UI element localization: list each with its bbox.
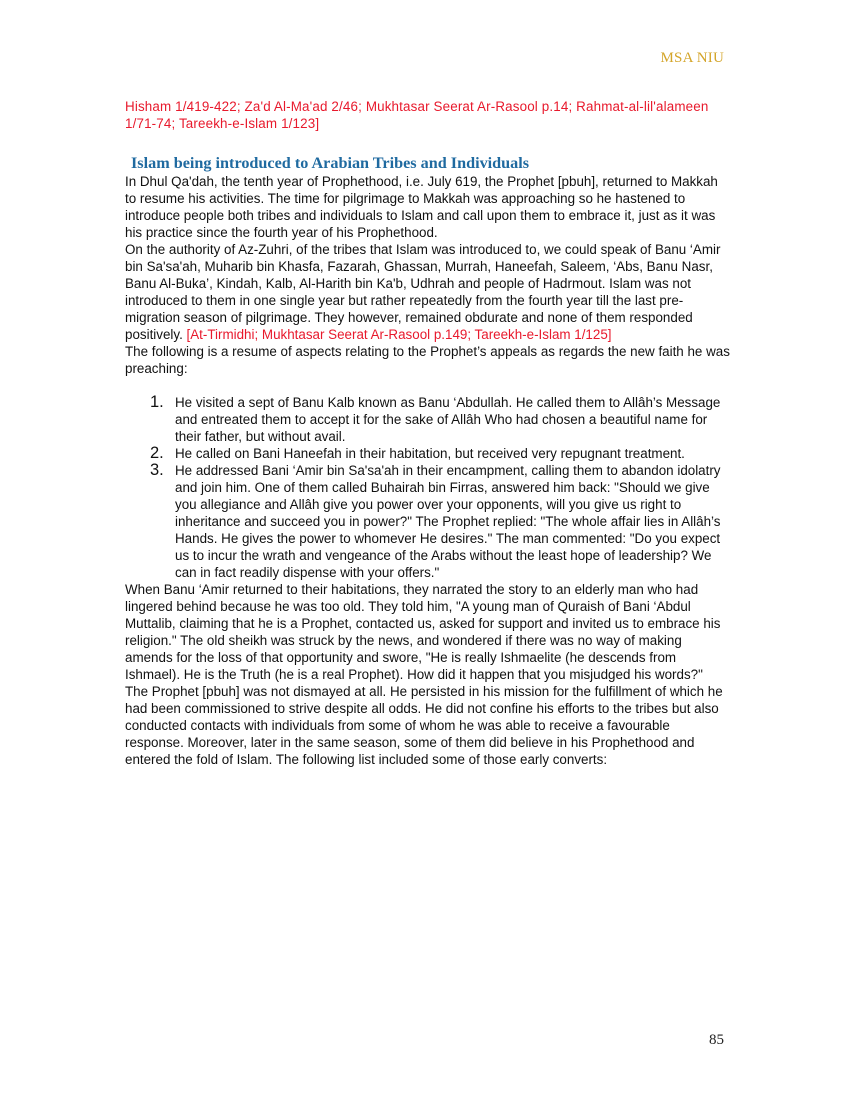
paragraph-az-zuhri-text: On the authority of Az-Zuhri, of the tribes that Islam was introduced to, we could speak of Banu ‘Amir bin Sa'sa'ah, Muharib bin Khasfa, Fazarah, Ghassan, Murrah, Haneefah, Saleem, ‘Abs, Banu Nasr, Banu Al-Buka’, Kindah, Kalb, Al-Harith bin Ka'b, Udhrah and people of Hadrmout. Islam was not introduced to them in one single year but rather repeatedly from the fourth year till the last pre-migration season of pilgrimage. They however, remained obdurate and none of them responded positively. — [125, 242, 721, 342]
paragraph-banu-amir-return: When Banu ‘Amir returned to their habitations, they narrated the story to an elderly man who had lingered behind because he was too old. They told him, "A young man of Quraish of Bani ‘Abdul Muttalib, claiming that he is a Prophet, contacted us, asked for support and invited us to embrace his religion." The old sheikh was struck by the news, and wondered if there was no way of making amends for the loss of that opportunity and swore, "He is really Ishmaelite (he descends from Ishmael). He is the Truth (he is a real Prophet). How did it happen that you misjudged his words?" — [125, 582, 721, 682]
aspects-list — [125, 394, 730, 581]
page-content — [125, 98, 730, 768]
running-header: MSA NIU — [660, 50, 724, 66]
section-heading: Islam being introduced to Arabian Tribes and Individuals — [131, 154, 530, 172]
list-item-number: 1. — [150, 393, 164, 411]
list-item-number: 3. — [150, 461, 164, 479]
list-item — [125, 445, 730, 462]
list-item — [125, 462, 730, 581]
list-item-text: He addressed Bani ‘Amir bin Sa'sa'ah in their encampment, calling them to abandon idolatry and join him. One of them called Buhairah bin Firras, answered him back: "Should we give you allegiance and Allâh give you power over your opponents, will you give us right to inheritance and succeed you in power?" The Prophet replied: "The whole affair lies in Allâh’s Hands. He gives the power to whomever He desires." The man commented: "Do you expect us to incur the wrath and vengeance of the Arabs without the least hope of leadership? We can in fact readily dispense with your offers." — [175, 463, 721, 580]
list-item-number: 2. — [150, 444, 164, 462]
paragraph-az-zuhri — [125, 241, 730, 343]
top-reference-citation: Hisham 1/419-422; Za'd Al-Ma'ad 2/46; Mukhtasar Seerat Ar-Rasool p.14; Rahmat-al-lil'alameen 1/71-74; Tareekh-e-Islam 1/123] — [125, 99, 709, 131]
page-number: 85 — [709, 1032, 724, 1048]
paragraph-dhul-qadah: In Dhul Qa'dah, the tenth year of Prophethood, i.e. July 619, the Prophet [pbuh], returned to Makkah to resume his activities. The time for pilgrimage to Makkah was approaching so he hastened to introduce people both tribes and individuals to Islam and call upon them to embrace it, just as it was his practice since the fourth year of his Prophethood. — [125, 174, 718, 240]
paragraph-resume-intro: The following is a resume of aspects relating to the Prophet’s appeals as regards the new faith he was preaching: — [125, 344, 730, 376]
az-zuhri-reference-citation: [At-Tirmidhi; Mukhtasar Seerat Ar-Rasool p.149; Tareekh-e-Islam 1/125] — [186, 327, 612, 342]
list-item-text: He visited a sept of Banu Kalb known as Banu ‘Abdullah. He called them to Allâh’s Message and entreated them to accept it for the sake of Allâh Who had chosen a beautiful name for their father, but without avail. — [175, 395, 721, 444]
paragraph-prophet-persisted: The Prophet [pbuh] was not dismayed at all. He persisted in his mission for the fulfillment of which he had been commissioned to strive despite all odds. He did not confine his efforts to the tribes but also conducted contacts with individuals from some of whom he was able to receive a favourable response. Moreover, later in the same season, some of them did believe in his Prophethood and entered the fold of Islam. The following list included some of those early converts: — [125, 684, 723, 767]
list-item-text: He called on Bani Haneefah in their habitation, but received very repugnant treatment. — [175, 446, 685, 461]
list-item — [125, 394, 730, 445]
